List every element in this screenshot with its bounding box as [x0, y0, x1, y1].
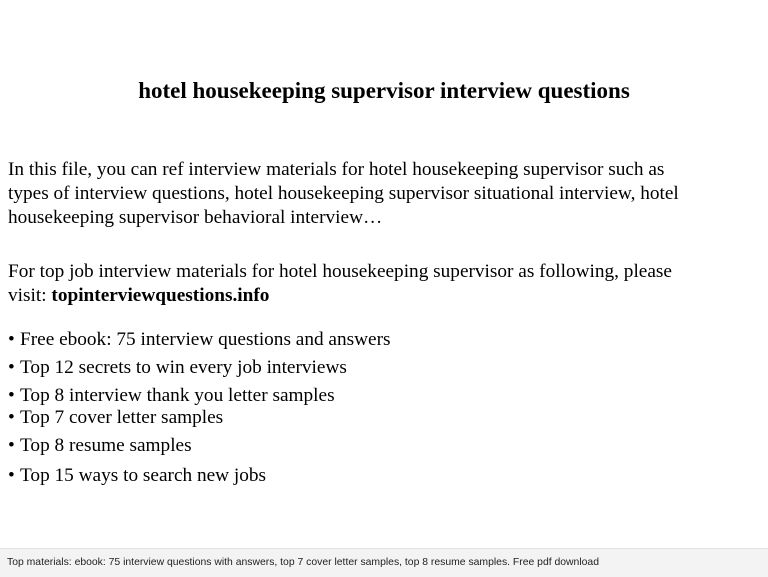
footer-text: Top materials: ebook: 75 interview questions with answers, top 7 cover letter samples, top 8 resume samples. Free pdf download — [7, 557, 599, 568]
list-item-text: Top 7 cover letter samples — [20, 407, 224, 428]
list-item — [8, 434, 192, 458]
visit-line — [8, 284, 760, 308]
list-item-text: Top 15 ways to search new jobs — [20, 465, 267, 486]
bullet-glyph: • — [8, 407, 15, 428]
list-item-text: Top 8 interview thank you letter samples — [20, 385, 335, 406]
slide-title: hotel housekeeping supervisor interview questions — [138, 78, 630, 103]
bullet-glyph: • — [8, 465, 15, 486]
visit-paragraph — [8, 260, 760, 308]
bullet-glyph: • — [8, 385, 15, 406]
intro-line: types of interview questions, hotel housekeeping supervisor situational interview, hotel — [8, 183, 679, 204]
list-item — [8, 384, 335, 408]
bullet-glyph: • — [8, 329, 15, 350]
footer-bar — [0, 548, 768, 577]
list-item-text: Free ebook: 75 interview questions and answers — [20, 329, 391, 350]
intro-line: housekeeping supervisor behavioral interview… — [8, 207, 383, 228]
visit-line: For top job interview materials for hotel housekeeping supervisor as following, please — [8, 261, 672, 282]
intro-paragraph — [8, 158, 760, 230]
list-item — [8, 406, 223, 430]
list-item-text: Top 12 secrets to win every job interviews — [20, 357, 347, 378]
list-item — [8, 356, 347, 380]
visit-prefix: visit: — [8, 285, 52, 306]
list-item-text: Top 8 resume samples — [20, 435, 192, 456]
bullet-glyph: • — [8, 435, 15, 456]
list-item — [8, 328, 391, 352]
site-link[interactable]: topinterviewquestions.info — [51, 285, 270, 306]
bullet-glyph: • — [8, 357, 15, 378]
list-item — [8, 464, 266, 488]
intro-line: In this file, you can ref interview materials for hotel housekeeping supervisor such as — [8, 159, 665, 180]
